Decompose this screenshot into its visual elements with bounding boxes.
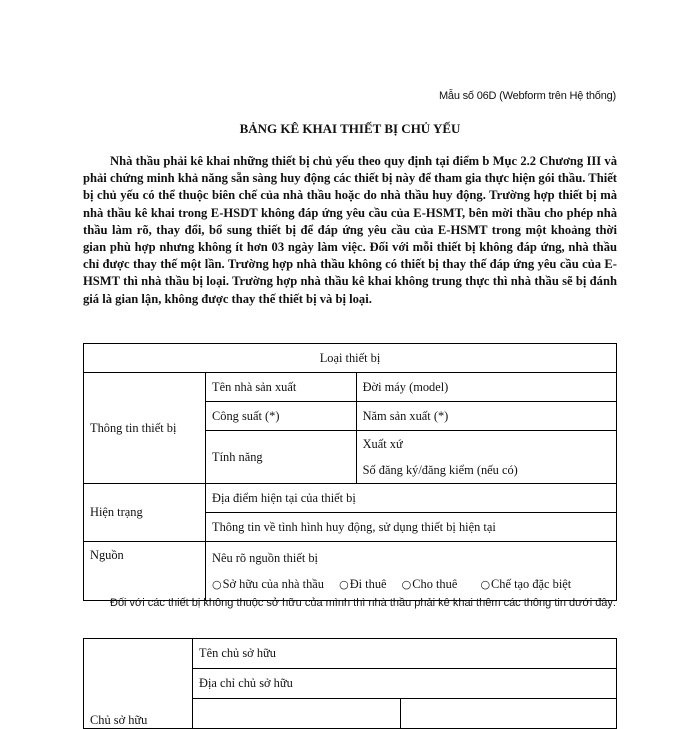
source-label: Nguồn — [84, 542, 206, 601]
table-row — [84, 344, 617, 373]
source-instruction: Nêu rõ nguồn thiết bị — [212, 550, 318, 565]
origin-text: Xuất xứ — [362, 437, 403, 451]
owner-name-cell: Tên chủ sở hữu — [193, 639, 617, 669]
equipment-table — [83, 343, 617, 601]
ownership-note: Đối với các thiết bị không thuộc sở hữu của mình thì nhà thầu phải kê khai thêm các thông tin dưới đây: — [110, 597, 616, 609]
origin-registration-cell — [356, 431, 616, 484]
manufacturer-cell: Tên nhà sản xuất — [206, 373, 357, 402]
owner-address-cell: Địa chỉ chủ sở hữu — [193, 669, 617, 699]
radio-circle-icon: ○ — [401, 577, 412, 591]
capacity-cell: Công suất (*) — [206, 402, 357, 431]
radio-circle-icon: ○ — [480, 577, 491, 591]
table-row — [84, 373, 617, 402]
source-option-custom-built[interactable]: ○Chế tạo đặc biệt — [480, 576, 572, 591]
owner-extra-cell-1 — [193, 699, 401, 729]
equipment-info-label: Thông tin thiết bị — [84, 373, 206, 484]
source-option-rented[interactable]: ○Đi thuê — [339, 576, 387, 591]
source-cell — [206, 542, 617, 601]
source-option-owned[interactable]: ○Sở hữu của nhà thầu — [212, 576, 324, 591]
source-option-leased-out[interactable]: ○Cho thuê — [401, 576, 458, 591]
radio-circle-icon: ○ — [339, 577, 349, 591]
production-year-cell: Năm sản xuất (*) — [356, 402, 616, 431]
table-row — [84, 542, 617, 601]
status-label: Hiện trạng — [84, 484, 206, 542]
radio-circle-icon: ○ — [212, 577, 222, 591]
document-title: BẢNG KÊ KHAI THIẾT BỊ CHỦ YẾU — [239, 121, 461, 136]
table-row — [84, 639, 617, 669]
equipment-type-header: Loại thiết bị — [84, 344, 617, 373]
current-location-cell: Địa điểm hiện tại của thiết bị — [206, 484, 617, 513]
intro-paragraph: Nhà thầu phải kê khai những thiết bị chủ yếu theo quy định tại điểm b Mục 2.2 Chương III và phải chứng minh khả năng sẵn sàng huy động các thiết bị này để tham gia thực hiện gói thầu. Thiết bị chủ yếu có thể thuộc biên chế của nhà thầu hoặc do nhà thầu huy động. Trường hợp thiết bị mà nhà thầu kê khai trong E-HSDT không đáp ứng yêu cầu của E-HSMT, bên mời thầu cho phép nhà thầu làm rõ, thay đổi, bổ sung thiết bị để đáp ứng yêu cầu của E-HSMT trong một khoảng thời gian phù hợp nhưng không ít hơn 03 ngày làm việc. Đối với mỗi thiết bị không đáp ứng, nhà thầu chỉ được thay thế một lần. Trường hợp nhà thầu không có thiết bị thay thế đáp ứng yêu cầu của E-HSMT thì nhà thầu bị loại. Trường hợp nhà thầu kê khai không trung thực thì nhà thầu sẽ bị đánh giá là gian lận, không được thay thế thiết bị và bị loại. — [83, 154, 617, 306]
features-cell: Tính năng — [206, 431, 357, 484]
form-code-label: Mẫu số 06D (Webform trên Hệ thống) — [438, 90, 616, 102]
usage-info-cell: Thông tin về tình hình huy động, sử dụng thiết bị hiện tại — [206, 513, 617, 542]
owner-table — [83, 638, 617, 729]
table-row — [84, 484, 617, 513]
owner-extra-cell-2 — [401, 699, 617, 729]
registration-text: Số đăng ký/đăng kiểm (nếu có) — [362, 463, 518, 477]
owner-label: Chủ sở hữu — [84, 639, 193, 729]
model-year-cell: Đời máy (model) — [356, 373, 616, 402]
